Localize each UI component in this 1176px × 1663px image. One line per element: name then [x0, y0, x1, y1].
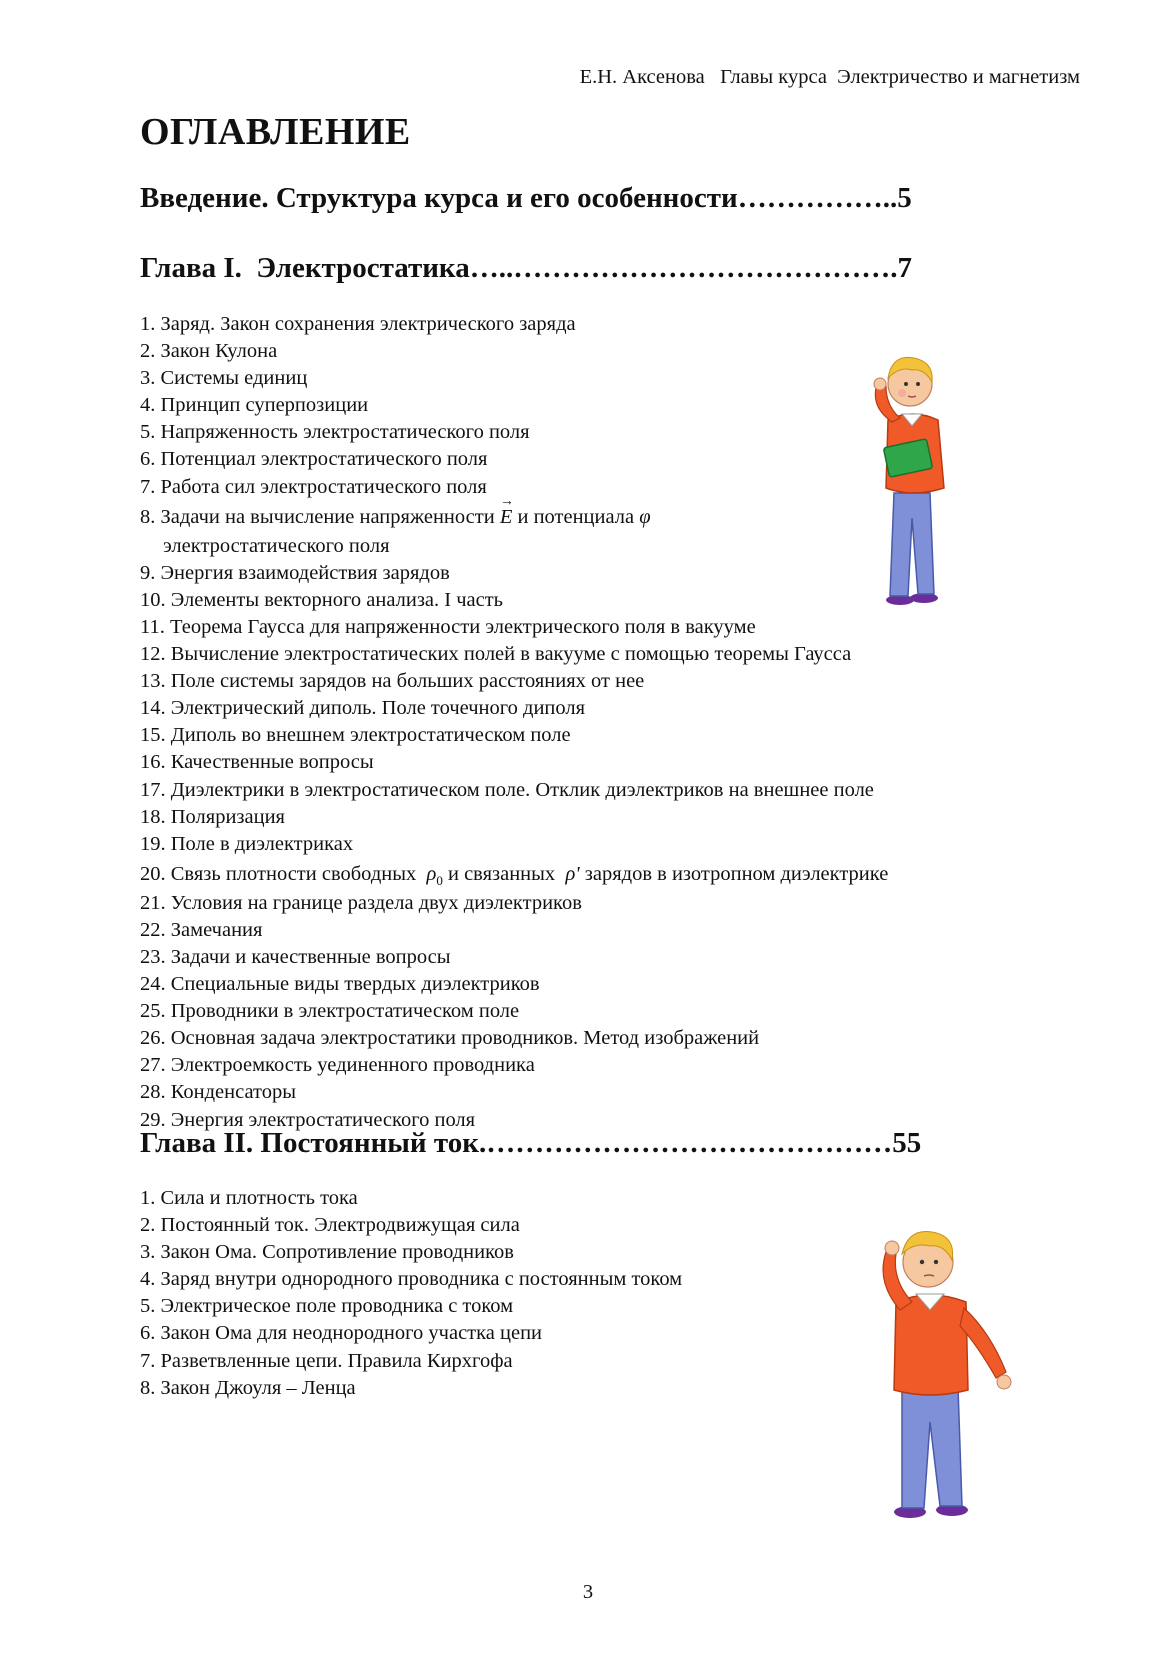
toc-item: 3. Закон Ома. Сопротивление проводников	[140, 1241, 514, 1264]
left-eye	[904, 382, 908, 386]
toc-item: 9. Энергия взаимодействия зарядов	[140, 561, 450, 584]
toc-item: 7. Работа сил электростатического поля	[140, 475, 487, 498]
sweater	[894, 1295, 968, 1395]
toc-item: 28. Конденсаторы	[140, 1081, 297, 1104]
toc-item: 6. Потенциал электростатического поля	[140, 448, 488, 471]
toc-item: 22. Замечания	[140, 918, 263, 941]
toc-item: 5. Напряженность электростатического поля	[140, 421, 530, 444]
toc-item: 26. Основная задача электростатики проводников. Метод изображений	[140, 1027, 760, 1050]
chapter1-toc-list	[140, 311, 888, 1134]
intro-heading: Введение. Структура курса и его особенности……………..5	[140, 182, 912, 214]
puzzled-boy-illustration	[872, 1222, 1022, 1522]
toc-item: 1. Заряд. Закон сохранения электрического заряда	[140, 313, 576, 335]
jeans	[890, 493, 934, 596]
toc-item-20-post: зарядов в изотропном диэлектрике	[579, 862, 889, 885]
chapter1-heading: Глава I. Электростатика…..………………………………….7	[140, 252, 912, 284]
toc-item: 24. Специальные виды твердых диэлектриков	[140, 973, 540, 996]
right-eye	[916, 382, 920, 386]
toc-item: 8. Закон Джоуля – Ленца	[140, 1376, 356, 1399]
rho-symbol: ρ	[426, 862, 437, 885]
right-eye	[934, 1260, 938, 1264]
toc-item: 6. Закон Ома для неоднородного участка цепи	[140, 1322, 543, 1345]
phi-symbol: φ	[639, 505, 651, 528]
toc-item: 19. Поле в диэлектриках	[140, 832, 354, 855]
toc-item-8-continuation: электростатического поля	[163, 534, 390, 557]
toc-item-8-mid: и потенциала	[512, 505, 640, 528]
toc-item-20	[140, 858, 888, 890]
toc-item: 4. Заряд внутри однородного проводника с постоянным током	[140, 1268, 683, 1291]
toc-item: 10. Элементы векторного анализа. I часть	[140, 588, 504, 611]
toc-item-20-text: 20. Связь плотности свободных	[140, 862, 427, 885]
toc-item: 25. Проводники в электростатическом поле	[140, 1000, 520, 1023]
toc-item: 1. Сила и плотность тока	[140, 1187, 358, 1209]
toc-item: 27. Электроемкость уединенного проводника	[140, 1054, 535, 1077]
cheek	[898, 389, 906, 397]
jeans	[902, 1387, 962, 1508]
toc-item: 7. Разветвленные цепи. Правила Кирхгофа	[140, 1349, 513, 1372]
toc-item: 29. Энергия электростатического поля	[140, 1108, 476, 1131]
toc-item: 14. Электрический диполь. Поле точечного диполя	[140, 697, 586, 720]
toc-item-8	[140, 501, 888, 533]
toc-item: 21. Условия на границе раздела двух диэлектриков	[140, 891, 582, 914]
toc-item: 17. Диэлектрики в электростатическом поле. Отклик диэлектриков на внешнее поле	[140, 778, 874, 801]
toc-item: 18. Поляризация	[140, 805, 285, 828]
toc-item: 11. Теорема Гаусса для напряженности электрического поля в вакууме	[140, 615, 756, 638]
page-title: ОГЛАВЛЕНИЕ	[140, 111, 411, 153]
page-number: 3	[582, 1581, 594, 1603]
toc-item: 5. Электрическое поле проводника с током	[140, 1295, 514, 1318]
toc-item: 4. Принцип суперпозиции	[140, 394, 369, 417]
toc-item: 15. Диполь во внешнем электростатическом поле	[140, 724, 571, 747]
rho-subscript: 0	[436, 872, 443, 888]
toc-item: 3. Системы единиц	[140, 367, 308, 390]
toc-item: 2. Закон Кулона	[140, 340, 278, 363]
toc-item-8-text: 8. Задачи на вычисление напряженности	[140, 505, 500, 528]
chapter2-heading: Глава II. Постоянный ток.……………………………………55	[140, 1127, 922, 1159]
left-eye	[920, 1260, 924, 1264]
hand-on-head	[885, 1241, 899, 1255]
running-header: Е.Н. Аксенова Главы курса Электричество и магнетизм	[579, 66, 1080, 88]
hand	[874, 378, 886, 390]
toc-item: 16. Качественные вопросы	[140, 751, 374, 774]
toc-item: 2. Постоянный ток. Электродвижущая сила	[140, 1214, 520, 1237]
vector-e-symbol: → E	[500, 501, 513, 533]
toc-item: 12. Вычисление электростатических полей в вакууме с помощью теоремы Гаусса	[140, 643, 852, 666]
rho-prime-symbol: ρ'	[565, 862, 580, 885]
toc-item: 13. Поле системы зарядов на больших расстояниях от нее	[140, 670, 645, 693]
toc-item-20-mid: и связанных	[442, 862, 566, 885]
toc-item: 23. Задачи и качественные вопросы	[140, 945, 451, 968]
thinking-boy-illustration	[872, 348, 972, 608]
right-hand	[997, 1375, 1011, 1389]
chapter2-toc-list	[140, 1185, 682, 1402]
